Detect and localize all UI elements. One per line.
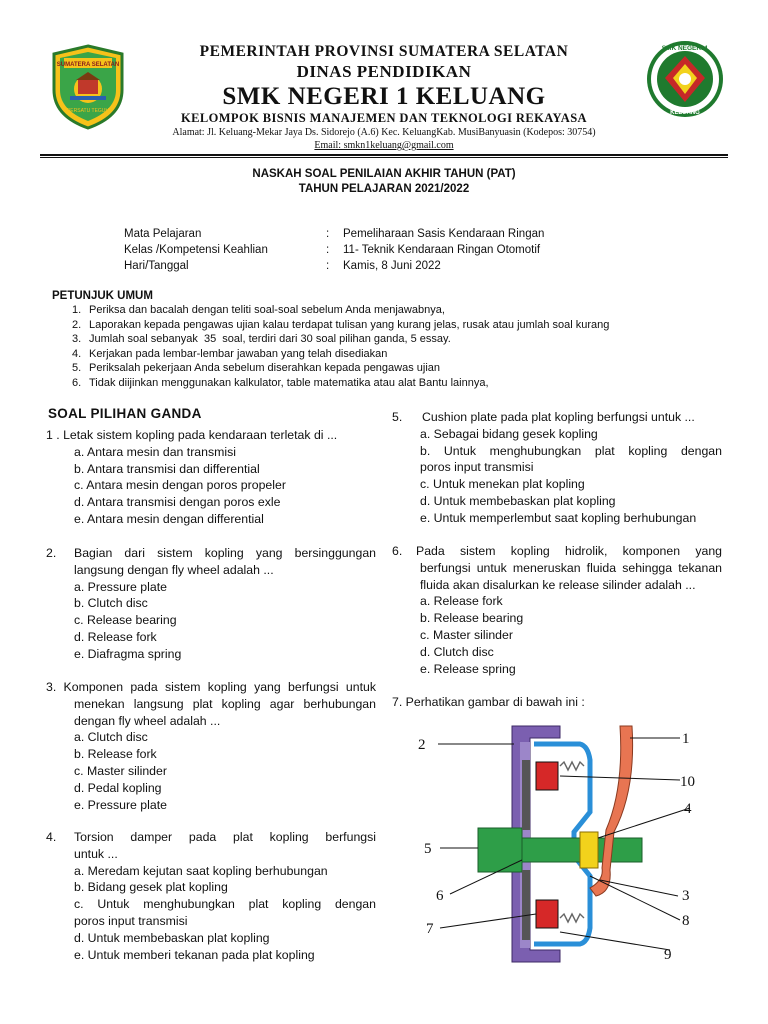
question-stem: 3. Komponen pada sistem kopling yang berfungsi untuk [46,680,376,694]
list-item-number: 4. [72,347,82,360]
list-item [72,303,732,318]
option-a: a. Release fork [420,594,503,609]
school-email-line [0,140,768,151]
program-group: KELOMPOK BISNIS MANAJEMEN DAN TEKNOLOGI REKAYASA [181,111,587,125]
figure-label-5: 5 [424,841,432,857]
info-label-class: Kelas /Kompetensi Keahlian [124,244,268,256]
option-e: e. Untuk memperlembut saat kopling berhubungan [420,510,697,525]
option-e: e. Untuk memberi tekanan pada plat kopling [74,947,315,962]
list-item-number: 1. [72,304,82,316]
option-b: b. Bidang gesek plat kopling [74,880,228,895]
question-number: 2. [46,546,57,560]
question-number: 6. [392,544,403,558]
info-sep: : [326,260,330,272]
figure-label-3: 3 [682,888,690,904]
government-title: PEMERINTAH PROVINSI SUMATERA SELATAN [199,43,569,60]
question-stem: 7. Perhatikan gambar di bawah ini : [392,695,585,709]
school-logo-bottom-text: KELUANG [670,110,700,116]
option-c: c. Release bearing [74,613,177,628]
instructions-heading: PETUNJUK UMUM [52,290,153,302]
option-b-cont: poros input transmisi [420,460,534,475]
figure-label-9: 9 [664,947,672,963]
info-sep: : [326,228,330,240]
option-d: d. Clutch disc [420,644,494,659]
option-d: d. Untuk membebaskan plat kopling [420,493,616,508]
option-b: b. Release fork [74,747,157,762]
figure-label-4: 4 [684,801,692,817]
figure-label-2: 2 [418,737,426,753]
section-title: SOAL PILIHAN GANDA [48,406,202,421]
option-c-cont: poros input transmisi [74,913,188,928]
question-number: 5. [392,410,403,424]
list-item-text: Kerjakan pada lembar-lembar jawaban yang telah disediakan [89,347,388,360]
figure-label-1: 1 [682,731,690,747]
question-4 [46,829,376,963]
option-a: a. Antara mesin dan transmisi [74,444,236,459]
question-7 [392,694,722,711]
option-a: a. Clutch disc [74,730,148,745]
question-6 [392,543,722,677]
info-sep: : [326,244,330,256]
question-stem: Cushion plate pada plat kopling berfungsi untuk ... [422,410,695,424]
question-stem: Bagian dari sistem kopling yang bersinggungan [74,546,376,560]
question-stem: 1 . Letak sistem kopling pada kendaraan terletak di ... [46,428,338,442]
info-value-class: 11- Teknik Kendaraan Ringan Otomotif [343,244,541,256]
list-item-number: 5. [72,362,82,375]
question-2 [46,545,376,663]
question-stem-cont: fluida akan disalurkan ke release silinder adalah ... [420,577,696,592]
option-e: e. Pressure plate [74,797,167,812]
option-b: b. Untuk menghubungkan plat kopling dengan [420,443,722,458]
option-b: b. Antara transmisi dan differential [74,461,260,476]
figure-label-6: 6 [436,888,444,904]
letterhead-rule [40,154,728,156]
clutch-disc-top [522,760,530,830]
question-number: 4. [46,830,57,844]
option-e: e. Antara mesin dengan differential [74,511,264,526]
release-fork [590,726,633,896]
list-item-number: 2. [72,318,82,331]
clutch-disc-hub [478,828,522,872]
option-c: c. Untuk menekan plat kopling [420,477,585,492]
release-bearing [580,832,598,868]
list-item [72,376,732,391]
option-a: a. Pressure plate [74,579,167,594]
option-c: c. Untuk menghubungkan plat kopling dengan [74,897,376,912]
list-item-text: Jumlah soal sebanyak 35 soal, terdiri dari 30 soal pilihan ganda, 5 essay. [89,333,451,346]
option-a: a. Sebagai bidang gesek kopling [420,426,598,441]
question-stem-cont: menekan langsung plat kopling agar berhubungan [74,696,376,711]
info-value-date: Kamis, 8 Juni 2022 [343,260,441,272]
school-address: Alamat: Jl. Keluang-Mekar Jaya Ds. Sidorejo (A.6) Kec. KeluangKab. MusiBanyuasin (Kodepos: 30754) [172,127,596,138]
list-item-text: Tidak diijinkan menggunakan kalkulator, table matematika atau alat Bantu lainnya, [89,376,489,389]
question-stem-cont: berfungsi untuk meneruskan fluida sehingga tekanan [420,560,722,575]
question-stem-cont: dengan fly wheel adalah ... [74,713,221,728]
option-a: a. Meredam kejutan saat kopling berhubungan [74,863,328,878]
list-item-text: Laporakan kepada pengawas ujian kalau terdapat tulisan yang kurang jelas, rusak atau jumlah soal kurang [89,318,610,331]
option-e: e. Diafragma spring [74,646,182,661]
school-logo-top-text: SMK NEGERI 1 [661,45,709,52]
option-d: d. Pedal kopling [74,780,162,795]
option-e: e. Release spring [420,661,516,676]
figure-label-7: 7 [426,921,434,937]
question-stem-cont: untuk ... [74,846,118,861]
option-d: d. Release fork [74,629,157,644]
list-item-text: Periksalah pekerjaan Anda sebelum diserahkan kepada pengawas ujian [89,362,441,375]
figure-label-10: 10 [680,774,695,790]
option-b: b. Release bearing [420,611,524,626]
option-b: b. Clutch disc [74,596,148,611]
list-item-text: Periksa dan bacalah dengan teliti soal-soal sebelum Anda menjawabnya, [89,304,445,316]
question-stem-cont: langsung dengan fly wheel adalah ... [74,562,274,577]
list-item [72,361,732,376]
question-3 [46,679,376,813]
pressure-plate-bottom [536,900,558,928]
option-c: c. Antara mesin dengan poros propeler [74,478,286,493]
pressure-plate-top [536,762,558,790]
option-c: c. Master silinder [74,763,167,778]
school-name: SMK NEGERI 1 KELUANG [222,83,546,110]
province-logo-top-text: SUMATERA SELATAN [56,62,120,68]
list-item [72,318,732,333]
question-1 [46,427,376,528]
spring-top [560,762,584,770]
list-item-number: 6. [72,376,82,389]
department-title: DINAS PENDIDIKAN [296,62,472,81]
option-c: c. Master silinder [420,627,513,642]
option-d: d. Untuk membebaskan plat kopling [74,930,270,945]
list-item [72,332,732,347]
letterhead-rule-thin [40,157,728,158]
question-stem: Torsion damper pada plat kopling berfungsi [74,830,376,844]
list-item-number: 3. [72,333,82,346]
clutch-diagram [410,720,720,970]
clutch-disc-bottom [522,870,530,940]
figure-label-8: 8 [682,913,690,929]
school-email[interactable]: Email: smkn1keluang@gmail.com [314,140,454,151]
option-d: d. Antara transmisi dengan poros exle [74,495,281,510]
list-item [72,347,732,362]
spring-bottom [560,914,584,922]
info-label-subject: Mata Pelajaran [124,228,202,240]
question-stem: Pada sistem kopling hidrolik, komponen yang [416,544,722,558]
exam-year: TAHUN PELAJARAN 2021/2022 [298,183,470,195]
province-logo-bottom-text: BERSATU TEGUH [66,108,110,114]
question-5 [392,409,722,527]
exam-title: NASKAH SOAL PENILAIAN AKHIR TAHUN (PAT) [252,168,516,180]
instructions-list [72,303,732,391]
info-value-subject: Pemeliharaan Sasis Kendaraan Ringan [343,228,545,240]
info-label-date: Hari/Tanggal [124,260,189,272]
